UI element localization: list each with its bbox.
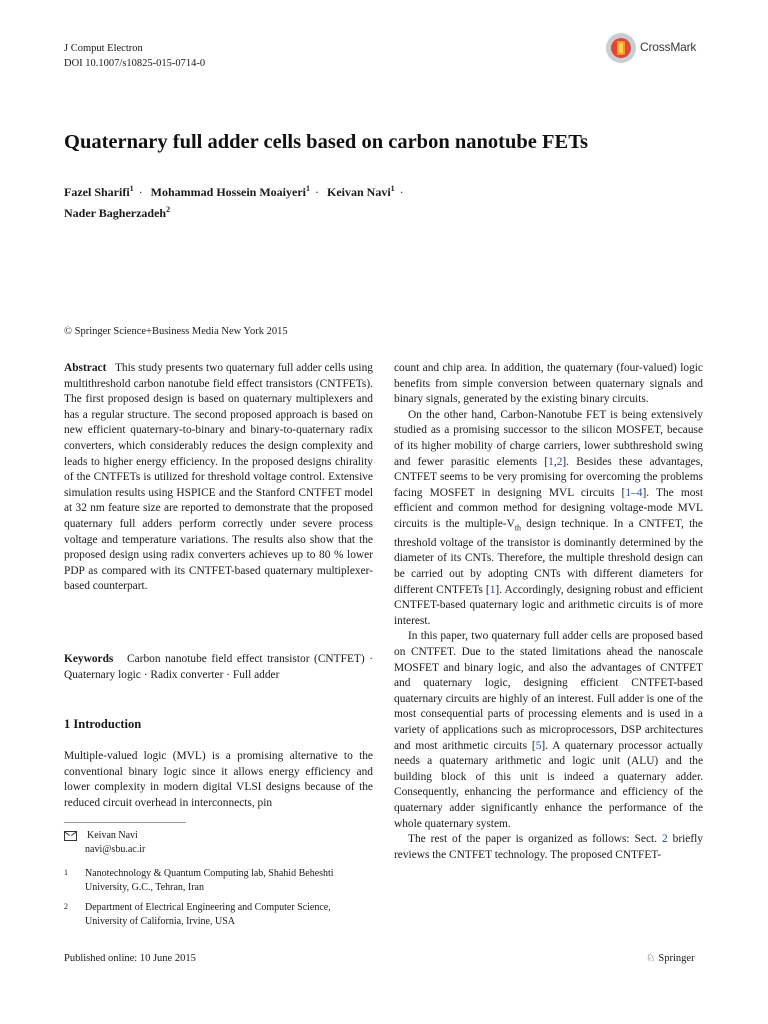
citation-link[interactable]: 1–4	[625, 486, 643, 499]
author-affiliation: 1	[305, 184, 310, 193]
author-affiliation: 2	[166, 205, 171, 214]
abstract-label: Abstract	[64, 362, 107, 374]
journal-header	[64, 41, 205, 71]
paragraph: In this paper, two quaternary full adder cells are proposed based on CNTFET. Due to the stated limitations ahead the nanoscale MOSFET and binary logic, and also the advantages of CNTFET and quaternary logic, designing efficient CNTFET-based quaternary circuits are highly of an interest. Full adder is one of the most consequential parts of processing elements and is used in a variety of applications such as microprocessors, DSP architectures and most arithmetic circuits [5]. A quaternary processor actually needs a quaternary arithmetic and logic unit (ALU) and the building block of this unit is indeed a quaternary adder. Consequently, enhancing the performance and efficiency of the quaternary adder significantly enhance the performance of the whole quaternary system.	[394, 630, 703, 830]
affiliation-1: Nanotechnology & Quantum Computing lab, Shahid Beheshti University, G.C., Tehran, Iran	[85, 868, 334, 893]
springer-knight-icon: ♘	[646, 952, 656, 964]
author-affiliation: 1	[390, 184, 395, 193]
section-heading: 1 Introduction	[64, 717, 142, 731]
citation-link[interactable]: 2	[556, 455, 563, 468]
crossmark-badge[interactable]	[606, 33, 712, 63]
contact-email[interactable]: navi@sbu.ac.ir	[85, 844, 146, 855]
abstract-text: This study presents two quaternary full adder cells using multithreshold carbon nanotube field effect transistors (CNTFETs). The first proposed design is based on quaternary multiplexers and has a regular structure. The second proposed approach is based on new efficient quaternary-to-binary and binary-to-quaternary radix converters, which considerably reduces the design complexity and leads to higher energy efficiency. In the proposed designs chirality of the CNTFETs is utilized for threshold voltage control. Extensive simulation results using HSPICE and the Stanford CNTFET model at 32 nm feature size are reported to demonstrate that the proposed quaternary full adders perform correctly under severe process voltage and temperature variations. The results also show that the proposed design using radix converters achieves up to 80 % lower PDP as compared with its CNTFET-based quaternary multiplexer-based counterpart.	[64, 362, 373, 593]
affiliation-number: 1	[64, 868, 68, 877]
author-name[interactable]: Keivan Navi	[326, 185, 391, 199]
envelope-icon	[64, 831, 77, 841]
author-name[interactable]: Mohammad Hossein Moaiyeri	[150, 185, 306, 199]
contact-name: Keivan Navi	[87, 830, 138, 841]
contact-author	[64, 829, 138, 843]
intro-paragraph	[64, 749, 373, 811]
keywords-text: Carbon nanotube field effect transistor (CNTFET) · Quaternary logic · Radix converter · Full adder	[64, 653, 373, 681]
keywords-label: Keywords	[64, 653, 114, 665]
right-column	[394, 361, 703, 863]
citation-link[interactable]: 1	[489, 583, 496, 596]
section-link[interactable]: 2	[661, 833, 668, 846]
publisher-logo	[646, 952, 695, 964]
published-date: Published online: 10 June 2015	[64, 953, 196, 964]
crossmark-label: CrossMark	[640, 40, 697, 54]
author-affiliation: 1	[129, 184, 134, 193]
affiliation-number: 2	[64, 902, 68, 911]
doi[interactable]: DOI 10.1007/s10825-015-0714-0	[64, 58, 206, 69]
journal-name: J Comput Electron	[64, 43, 143, 54]
citation-link[interactable]: 5	[535, 739, 542, 752]
paper-title: Quaternary full adder cells based on carbon nanotube FETs	[64, 131, 588, 153]
paragraph: The rest of the paper is organized as follows: Sect. 2 briefly reviews the CNTFET technology. The proposed CNTFET-	[394, 833, 703, 861]
citation-link[interactable]: 1	[548, 455, 554, 468]
keywords	[64, 652, 373, 683]
paragraph: On the other hand, Carbon-Nanotube FET is being extensively studied as a promising successor to the silicon MOSFET, because of its higher mobility of charge carriers, lower subthreshold swing and fewer parasitic elements [1,2]. Besides these advantages, CNTFET seems to be very promising for overcoming the problems facing MOSFET in designing MVL circuits [1–4]. The most efficient and common method for designing voltage-mode MVL circuits is the multiple-$V_{th}$ design technique. In a CNTFET, the threshold voltage of the transistor is dominantly determined by the diameter of its CNTs. Therefore, the multiple threshold design can be carried out by adopting CNTs with different diameters for different CNTFETs [1]. Accordingly, designing robust and efficient CNTFET-based quaternary logic and arithmetic circuits is of more interest.	[394, 408, 703, 627]
copyright: © Springer Science+Business Media New York 2015	[64, 326, 288, 337]
crossmark-icon	[606, 33, 636, 63]
author-name[interactable]: Nader Bagherzadeh	[64, 206, 167, 220]
abstract	[64, 361, 373, 595]
affiliation-2: Department of Electrical Engineering and Computer Science, University of California, Irvine, USA	[85, 902, 331, 927]
footnote-divider	[64, 822, 186, 823]
author-name[interactable]: Fazel Sharifi	[64, 185, 130, 199]
publisher-name: Springer	[658, 953, 695, 964]
paragraph: count and chip area. In addition, the quaternary (four-valued) logic benefits from simple conversion between quaternary signals and binary signals, generated by the existing binary circuits.	[394, 362, 703, 406]
intro-text: Multiple-valued logic (MVL) is a promising alternative to the conventional binary logic since it allows energy efficiency and lower complexity in modern digital VLSI designs because of the reduced circuit overhead in interconnects, pin	[64, 750, 373, 809]
author-list: Fazel Sharifi$^1$ · Mohammad Hossein Moaiyeri$^1$ · Keivan Navi$^1$ · Nader Bagherzadeh$^2$	[64, 184, 404, 220]
